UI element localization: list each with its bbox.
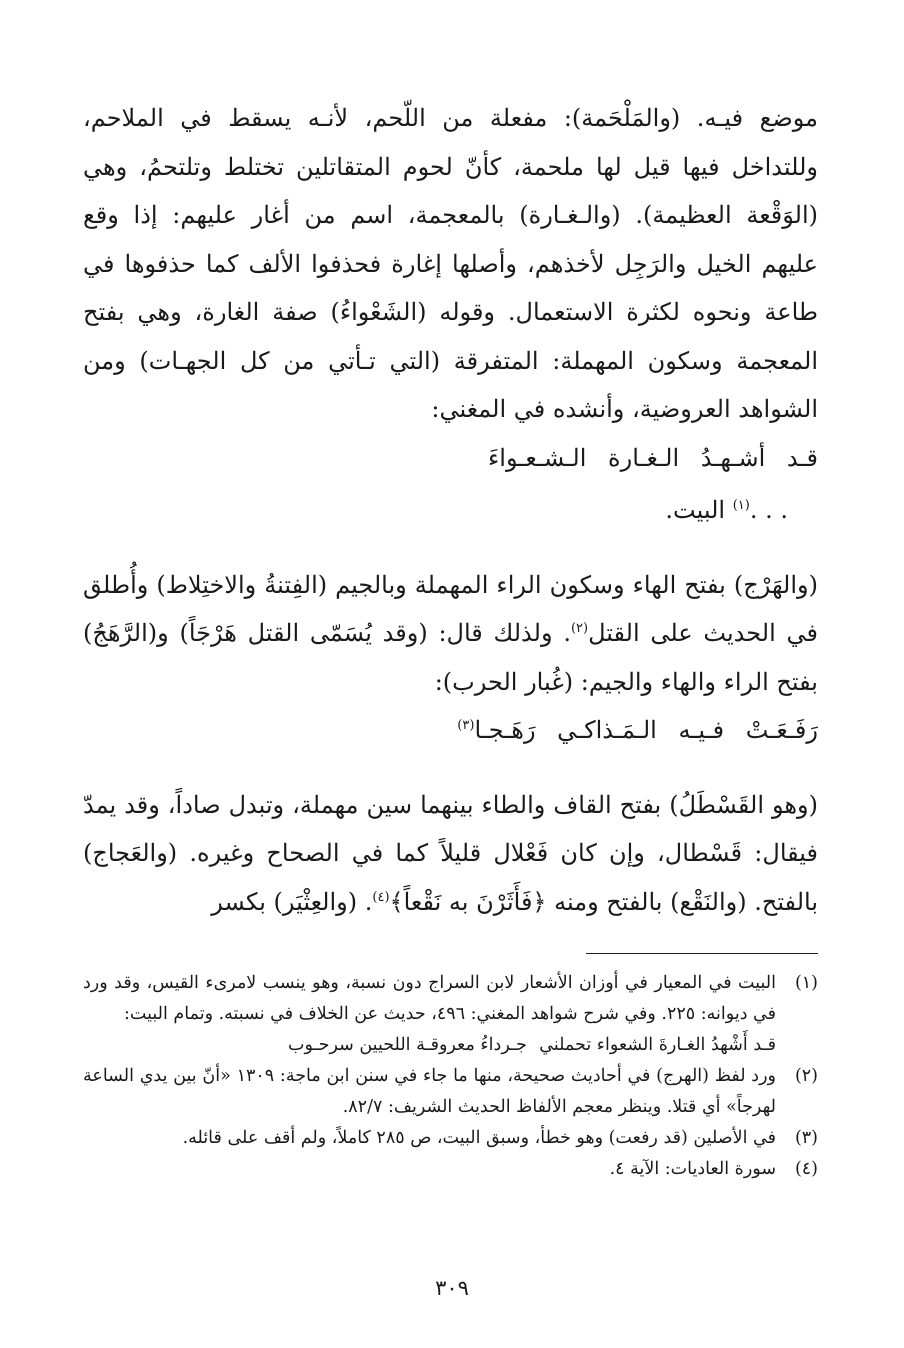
footnote-1 xyxy=(83,968,818,1030)
footnote-verse-first-hemistich: قـد أَشْهدُ الغـارةَ الشعواء تحملني xyxy=(539,1035,776,1055)
footnote-text: ورد لفظ (الهرج) في أحاديث صحيحة، منها ما جاء في سنن ابن ماجة: ١٣٠٩ «أنّ بين يدي الساعة لهرجاً» أي قتلا. وينظر معجم الألفاظ الحديث الشريف: ٨٢/٧. xyxy=(83,1066,776,1117)
footnote-verse xyxy=(83,1030,818,1061)
paragraph-2-text-b: . ولذلك قال: (وقد يُسَمّى القتل هَرْجَاً) و(الرَّهَجُ) بفتح الراء والهاء والجيم: (غُبار الحرب): xyxy=(83,619,818,696)
footnote-number: (١) xyxy=(794,973,818,993)
footnote-ref-4[interactable]: (٤) xyxy=(372,889,390,905)
page-number: ٣٠٩ xyxy=(435,1276,469,1300)
footnote-number: (٢) xyxy=(794,1066,818,1086)
paragraph-3-text-a: (وهو القَسْطَلُ) بفتح القاف والطاء بينهما سين مهملة، وتبدل صاداً، وقد يمدّ فيقال: قَسْطال، وإن كان فَعْلال قليلاً كما في الصحاح وغيره. (والعَجاج) بالفتح. (والنَقْع) بالفتح ومنه ﴿فَأَثَرْنَ به نَقْعاً﴾ xyxy=(83,790,818,916)
footnote-text: في الأصلين (قد رفعت) وهو خطأ، وسبق البيت، ص ٢٨٥ كاملاً، ولم أقف على قائله. xyxy=(182,1128,776,1148)
ellipsis: . . . xyxy=(749,496,788,524)
footnotes xyxy=(83,968,818,1185)
paragraph-2 xyxy=(83,561,818,707)
footnote-separator xyxy=(586,953,818,954)
verse-2-text: رَفَـعَـتْ فـيـه الـمَـذاكـي رَهَـجـا xyxy=(474,716,818,744)
footnote-ref-2[interactable]: (٢) xyxy=(570,621,589,636)
footnote-text: سورة العاديات: الآية ٤. xyxy=(609,1159,776,1179)
main-text xyxy=(83,94,818,926)
footnote-text: البيت في المعيار في أوزان الأشعار لابن السراج دون نسبة، وهو ينسب لامرىء القيس، وقد ورد في ديوانه: ٢٢٥. وفي شرح شواهد المغني: ٤٩٦، حديث عن الخلاف في نسبته. وتمام البيت: xyxy=(83,973,776,1024)
verse-2 xyxy=(83,706,818,755)
footnote-number: (٣) xyxy=(794,1128,818,1148)
paragraph-3-text-b: . (والعِثْيَر) بكسر xyxy=(211,887,373,916)
footnote-number: (٤) xyxy=(794,1159,818,1179)
paragraph-1: موضع فيـه. (والمَلْحَمة): مفعلة من اللّحم، لأنـه يسقط في الملاحم، وللتداخل فيها قيل لها ملحمة، كأنّ لحوم المتقاتلين تختلط وتلتحمُ، وهي (الوَقْعة العظيمة). (والـغـارة) بالمعجمة، اسم من أغار عليهم: إذا وقع عليهم الخيل والرَجِل لأخذهم، وأصلها إغارة فحذفوا الألف كما حذفوها في طاعة ونحوه لكثرة الاستعمال. وقوله (الشَعْواءُ) صفة الغارة، وهي بفتح المعجمة وسكون المهملة: المتفرقة (التي تـأتي من كل الجهـات) ومن الشواهد العروضية، وأنشده في المغني: xyxy=(83,104,818,423)
footnote-3 xyxy=(83,1123,818,1154)
footnote-ref-3[interactable]: (٣) xyxy=(457,718,475,733)
verse-1-label: البيت. xyxy=(665,496,733,524)
paragraph-3 xyxy=(83,781,818,927)
paragraph-2-text-a: (والهَرْج) بفتح الهاء وسكون الراء المهملة وبالجيم (الفِتنةُ والاختِلاط) وأُطلق في الحديث على القتل xyxy=(83,570,818,647)
footnote-ref-1[interactable]: (١) xyxy=(732,498,750,513)
footnote-verse-second-hemistich: جـرداءُ معروقـة اللحيين سرحـوب xyxy=(288,1035,527,1055)
footnote-4 xyxy=(83,1154,818,1185)
verse-1: قـد أشـهـدُ الـغـارة الـشـعـواءَ xyxy=(488,443,818,472)
footnote-2 xyxy=(83,1061,818,1123)
verse-1-continuation xyxy=(83,486,818,535)
